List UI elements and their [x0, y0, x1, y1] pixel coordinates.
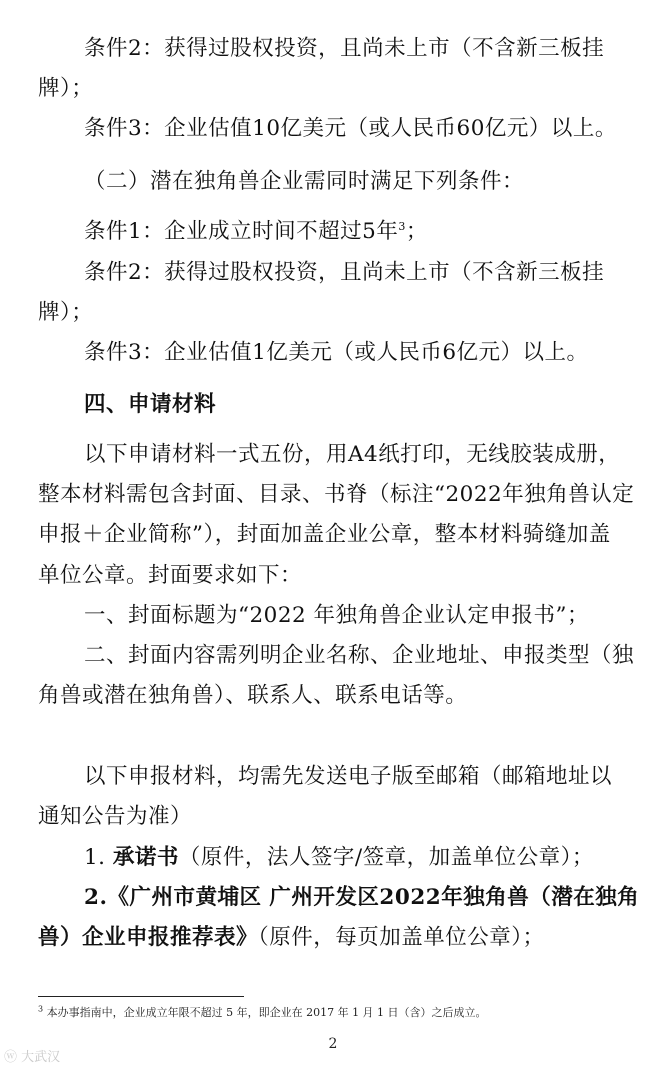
list-item: 1. 承诺书（原件，法人签字/签章，加盖单位公章）；: [84, 845, 594, 870]
text-line: 通知公告为准）: [38, 804, 193, 829]
text-line: 牌）；: [38, 76, 94, 101]
text-line: 角兽或潜在独角兽）、联系人、联系电话等。: [38, 683, 468, 708]
text-line: 条件1：企业成立时间不超过5年$^3$；: [84, 219, 428, 244]
watermark: ⓦ 大武汉: [4, 1050, 61, 1065]
text-line: 条件3：企业估值1亿美元（或人民币6亿元）以上。: [84, 340, 589, 365]
text-line: 以下申报材料，均需先发送电子版至邮箱（邮箱地址以: [84, 764, 613, 789]
text-line: 二、封面内容需列明企业名称、企业地址、申报类型（独: [84, 643, 635, 668]
footnote-ref: 3: [398, 219, 406, 233]
section-heading: 四、申请材料: [84, 392, 217, 417]
text-line: 一、封面标题为“2022 年独角兽企业认定申报书”；: [84, 603, 590, 628]
footnote-divider: [38, 996, 244, 997]
list-item: 兽）企业申报推荐表》（原件，每页加盖单位公章）；: [38, 925, 545, 950]
section-heading: （二）潜在独角兽企业需同时满足下列条件：: [84, 169, 525, 194]
text-line: 申报＋企业简称”），封面加盖企业公章，整本材料骑缝加盖: [38, 522, 611, 547]
text-line: 牌）；: [38, 300, 94, 325]
footnote: $^3$ 本办事指南中，企业成立年限不超过 5 年，即企业在 2017 年 1 月 1 日（含）之后成立。: [38, 1004, 487, 1019]
text-line: 条件3：企业估值10亿美元（或人民币60亿元）以上。: [84, 116, 617, 141]
text-line: 整本材料需包含封面、目录、书脊（标注“2022年独角兽认定: [38, 482, 635, 507]
text-line: 单位公章。封面要求如下：: [38, 563, 303, 588]
text-line: 条件2：获得过股权投资，且尚未上市（不含新三板挂: [84, 36, 605, 61]
list-item: 2.《广州市黄埔区 广州开发区2022年独角兽（潜在独角: [84, 885, 640, 910]
page-number: 2: [328, 1036, 338, 1052]
text-line: 以下申请材料一式五份，用A4纸打印，无线胶装成册，: [84, 442, 621, 467]
text-line: 条件2：获得过股权投资，且尚未上市（不含新三板挂: [84, 260, 605, 285]
